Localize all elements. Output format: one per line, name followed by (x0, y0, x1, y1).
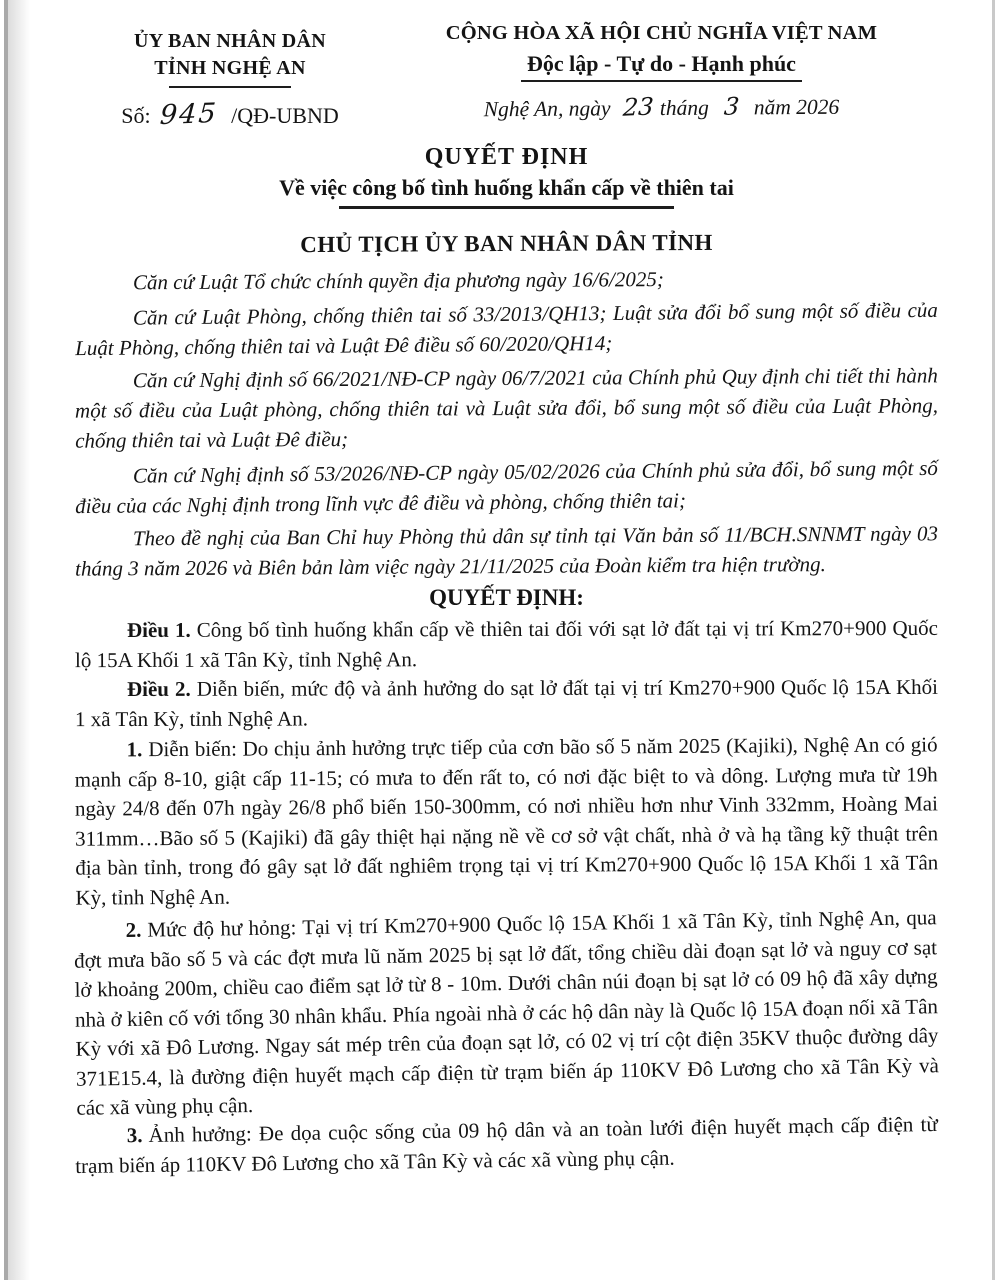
article-2 (75, 672, 938, 733)
preamble-paragraph: Căn cứ Luật Phòng, chống thiên tai số 33/2013/QH13; Luật sửa đổi bổ sung một số điều của Luật Phòng, chống thiên tai và Luật Đê điều số 60/2020/QH14; (75, 297, 938, 360)
articles-section (75, 615, 938, 1176)
decision-heading: QUYẾT ĐỊNH: (429, 584, 584, 610)
clause-3-text: Ảnh hưởng: Đe dọa cuộc sống của 09 hộ dân và an toàn lưới điện huyết mạch cấp điện từ trạm biến áp 110KV Đô Lương cho xã Tân Kỳ và các xã vùng phụ cận. (75, 1111, 938, 1178)
clause-2-text: Mức độ hư hỏng: Tại vị trí Km270+900 Quốc lộ 15A Khối 1 xã Tân Kỳ, tỉnh Nghệ An, qua đợt mưa bão số 5 và các đợt mưa lũ năm 2025 bị sạt lở đất, tổng chiều dài đoạn sạt lở và nguy cơ sạt lở khoảng 200m, chiều cao điểm sạt lở từ 8 - 10m. Dưới chân núi đoạn bị sạt lở có 09 hộ đã xây dựng nhà ở kiên cố với tổng 30 nhân khẩu. Phía ngoài nhà ở các hộ dân này là Quốc lộ 15A đoạn nối xã Tân Kỳ với xã Đô Lương. Ngay sát mép trên của đoạn sạt lở, có 02 vị trí cột điện 35KV thuộc đường dây 371E15.4, là đường điện huyết mạch cấp điện từ trạm biến áp 110KV Đô Lương cho xã Tân Kỳ và các xã vùng phụ cận. (73, 904, 940, 1120)
date-prefix: Nghệ An, ngày (483, 96, 611, 122)
national-title: CỘNG HÒA XÃ HỘI CHỦ NGHĨA VIỆT NAM (445, 22, 878, 44)
issuing-org-line1: ỦY BAN NHÂN DÂN (133, 30, 327, 52)
preamble-paragraph: Căn cứ Nghị định số 53/2026/NĐ-CP ngày 05/02/2026 của Chính phủ sửa đổi, bổ sung một số điều của các Nghị định trong lĩnh vực đê điều và phòng, chống thiên tai; (75, 455, 938, 518)
document-title: QUYẾT ĐỊNH (424, 144, 589, 170)
article-1-text: Công bố tình huống khẩn cấp về thiên tai đối với sạt lở đất tại vị trí Km270+900 Quốc lộ 15A Khối 1 xã Tân Kỳ, tỉnh Nghệ An. (75, 615, 939, 672)
preamble-paragraph: Theo đề nghị của Ban Chỉ huy Phòng thủ dân sự tỉnh tại Văn bản số 11/BCH.SNNMT ngày 03 tháng 3 năm 2026 và Biên bản làm việc ngày 21/11/2025 của Đoàn kiểm tra hiện trường. (75, 520, 938, 581)
subtitle-underline (339, 206, 674, 209)
article-2-text: Diễn biến, mức độ và ảnh hưởng do sạt lở đất tại vị trí Km270+900 Quốc lộ 15A Khối 1 xã Tân Kỳ, tỉnh Nghệ An. (75, 674, 938, 731)
preamble-paragraph: Căn cứ Nghị định số 66/2021/NĐ-CP ngày 06/7/2021 của Chính phủ Quy định chi tiết thi hành một số điều của Luật phòng, chống thiên tai và Luật sửa đổi, bổ sung một số điều của Luật Phòng, chống thiên tai và Luật Đê điều; (74, 362, 939, 453)
article-1 (75, 613, 938, 674)
clause-1-text: Diễn biến: Do chịu ảnh hưởng trực tiếp của cơn bão số 5 năm 2025 (Kajiki), Nghệ An có gió mạnh cấp 8-10, giật cấp 11-15; có mưa to đến rất to, có nơi đặc biệt to và dông. Lượng mưa từ 19h ngày 24/8 đến 07h ngày 26/8 phổ biến 150-300mm, có nơi nhiều hơn như Vinh 332mm, Hoàng Mai 311mm…Bão số 5 (Kajiki) đã gây thiệt hại nặng nề về cơ sở vật chất, nhà ở và hạ tầng kỹ thuật trên địa bàn tỉnh, trong đó gây sạt lở đất nghiêm trọng tại vị trí Km270+900 Quốc lộ 15A Khối 1 xã Tân Kỳ, tỉnh Nghệ An. (74, 731, 939, 909)
date-suffix: năm 2026 (753, 94, 840, 120)
document-subtitle: Về việc công bố tình huống khẩn cấp về thiên tai (279, 175, 734, 200)
clause-2-label: 2. (125, 917, 142, 942)
article-1-label: Điều 1. (126, 617, 191, 642)
clause-3-anh-huong (75, 1110, 939, 1181)
preamble-section (75, 265, 938, 581)
title-block (75, 142, 938, 257)
clause-2-muc-do-hu-hong (73, 903, 939, 1123)
document-header (75, 20, 938, 129)
place-date-line (385, 91, 938, 123)
document-number-suffix: /QĐ-UBND (231, 103, 339, 128)
national-motto-block (385, 20, 938, 121)
preamble-paragraph: Căn cứ Luật Tổ chức chính quyền địa phương ngày 16/6/2025; (132, 266, 664, 294)
date-month-handwritten: 3 (723, 92, 741, 121)
document-number-value-handwritten: 945 (158, 98, 219, 131)
national-motto: Độc lập - Tự do - Hạnh phúc (521, 51, 802, 82)
signing-authority-title: CHỦ TỊCH ỦY BAN NHÂN DÂN TỈNH (300, 229, 713, 257)
issuing-org-line2: TỈNH NGHỆ AN (154, 57, 306, 79)
clause-1-dien-bien (74, 730, 938, 912)
date-mid: tháng (659, 95, 709, 121)
document-number-label: Số: (121, 103, 151, 128)
document-number (75, 98, 385, 131)
article-2-label: Điều 2. (126, 676, 191, 701)
clause-3-label: 3. (126, 1123, 143, 1148)
issuing-authority-block (75, 20, 385, 129)
org-underline (169, 86, 291, 88)
date-day-handwritten: 23 (621, 92, 655, 122)
clause-1-label: 1. (126, 736, 143, 761)
